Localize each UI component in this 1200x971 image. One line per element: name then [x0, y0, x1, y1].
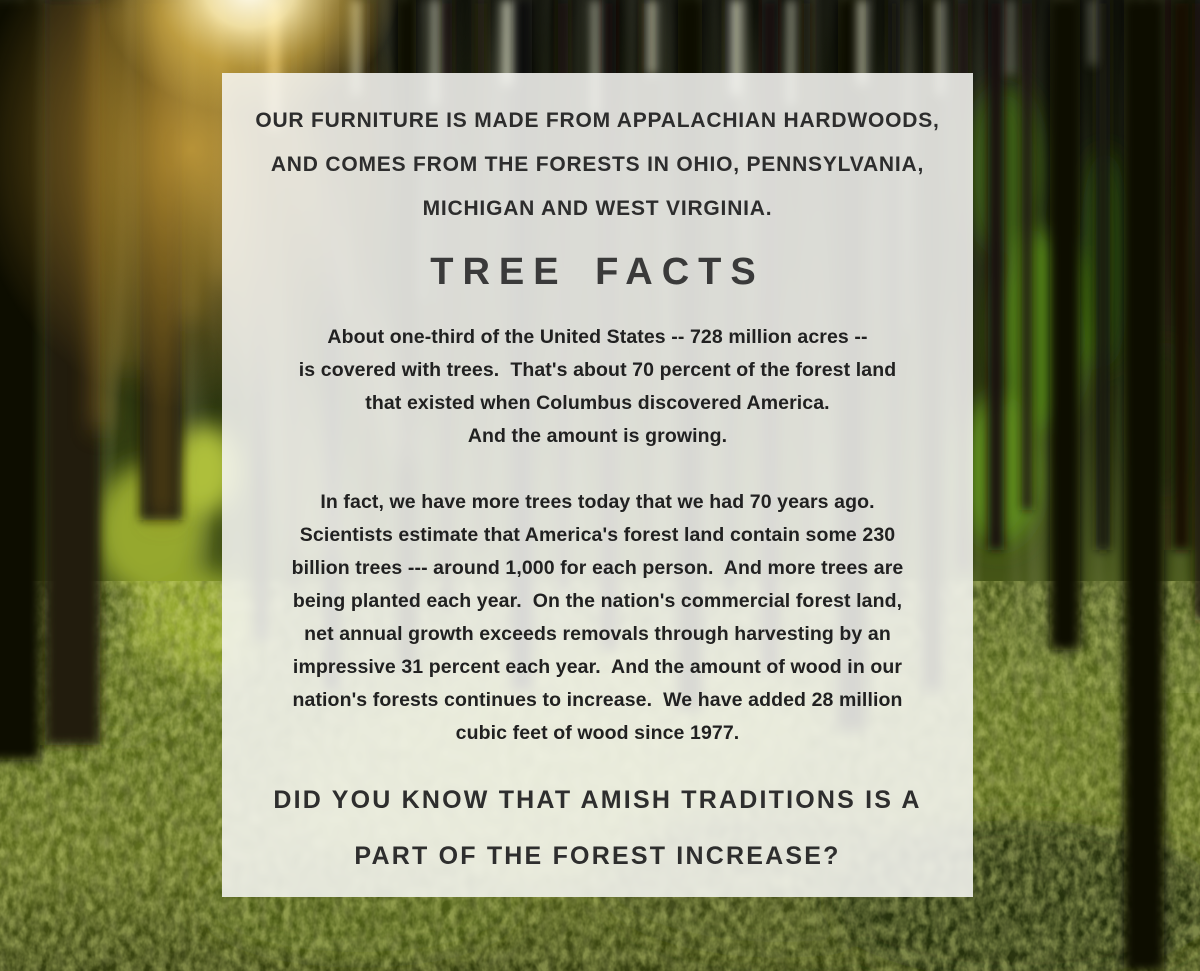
- content-panel: [222, 73, 973, 897]
- fact-line: nation's forests continues to increase. We have added 28 million: [292, 689, 903, 711]
- footer-line: PART OF THE FOREST INCREASE?: [354, 842, 841, 870]
- footer-question: [222, 772, 973, 884]
- fact-line: In fact, we have more trees today that we had 70 years ago.: [320, 491, 875, 513]
- fact-line: impressive 31 percent each year. And the amount of wood in our: [292, 656, 903, 678]
- fact-line: cubic feet of wood since 1977.: [455, 722, 740, 744]
- intro-line: OUR FURNITURE IS MADE FROM APPALACHIAN HARDWOODS,: [255, 109, 940, 132]
- fact-line: that existed when Columbus discovered America.: [365, 392, 830, 414]
- fact-line: Scientists estimate that America's forest land contain some 230: [299, 524, 896, 546]
- tree-facts-title: TREE FACTS: [430, 251, 765, 293]
- fact-line: About one-third of the United States -- 728 million acres --: [327, 326, 868, 348]
- fact-paragraph-2: [222, 486, 973, 750]
- fact-line: is covered with trees. That's about 70 percent of the forest land: [298, 359, 897, 381]
- intro-line: AND COMES FROM THE FORESTS IN OHIO, PENNSYLVANIA,: [270, 153, 925, 176]
- intro-text: [222, 99, 973, 231]
- fact-line: billion trees --- around 1,000 for each person. And more trees are: [291, 557, 904, 579]
- fact-line: being planted each year. On the nation's commercial forest land,: [292, 590, 903, 612]
- fact-paragraph-1: [222, 321, 973, 453]
- footer-line: DID YOU KNOW THAT AMISH TRADITIONS IS A: [273, 786, 922, 814]
- fact-line: net annual growth exceeds removals through harvesting by an: [304, 623, 891, 645]
- fact-line: And the amount is growing.: [467, 425, 728, 447]
- intro-line: MICHIGAN AND WEST VIRGINIA.: [422, 197, 773, 220]
